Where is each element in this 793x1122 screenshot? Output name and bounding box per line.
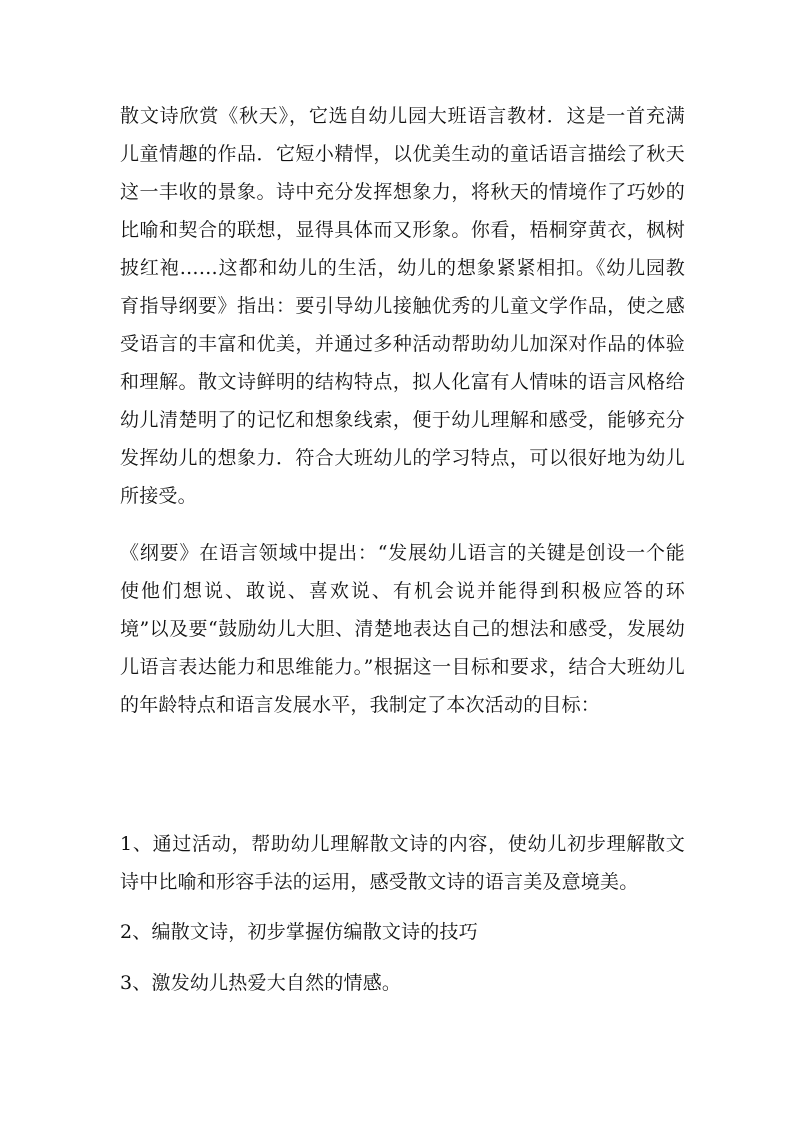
- paragraph-guideline: 《纲要》在语言领域中提出：“发展幼儿语言的关键是创设一个能使他们想说、敢说、喜欢说、有机会说并能得到积极应答的环境”以及要“鼓励幼儿大胆、清楚地表达自己的想法和感受，发展幼儿语言表达能力和思维能力。”根据这一目标和要求，结合大班幼儿的年龄特点和语言发展水平，我制定了本次活动的目标：: [120, 542, 685, 716]
- goal-item-3: 3、激发幼儿热爱大自然的情感。: [120, 972, 402, 994]
- goal-item-1: 1、通过活动，帮助幼儿理解散文诗的内容，使幼儿初步理解散文诗中比喻和形容手法的运用，感受散文诗的语言美及意境美。: [120, 833, 685, 893]
- paragraph-intro: 散文诗欣赏《秋天》，它选自幼儿园大班语言教材．这是一首充满儿童情趣的作品．它短小精悍，以优美生动的童话语言描绘了秋天这一丰收的景象。诗中充分发挥想象力，将秋天的情境作了巧妙的比喻和契合的联想，显得具体而又形象。你看，梧桐穿黄衣，枫树披红袍……这都和幼儿的生活，幼儿的想象紧紧相扣。《幼儿园教育指导纲要》指出：要引导幼儿接触优秀的儿童文学作品，使之感受语言的丰富和优美，并通过多种活动帮助幼儿加深对作品的体验和理解。散文诗鲜明的结构特点，拟人化富有人情味的语言风格给幼儿清楚明了的记忆和想象线索，便于幼儿理解和感受，能够充分发挥幼儿的想象力．符合大班幼儿的学习特点，可以很好地为幼儿所接受。: [120, 105, 685, 507]
- goal-item-2: 2、编散文诗，初步掌握仿编散文诗的技巧: [120, 921, 478, 943]
